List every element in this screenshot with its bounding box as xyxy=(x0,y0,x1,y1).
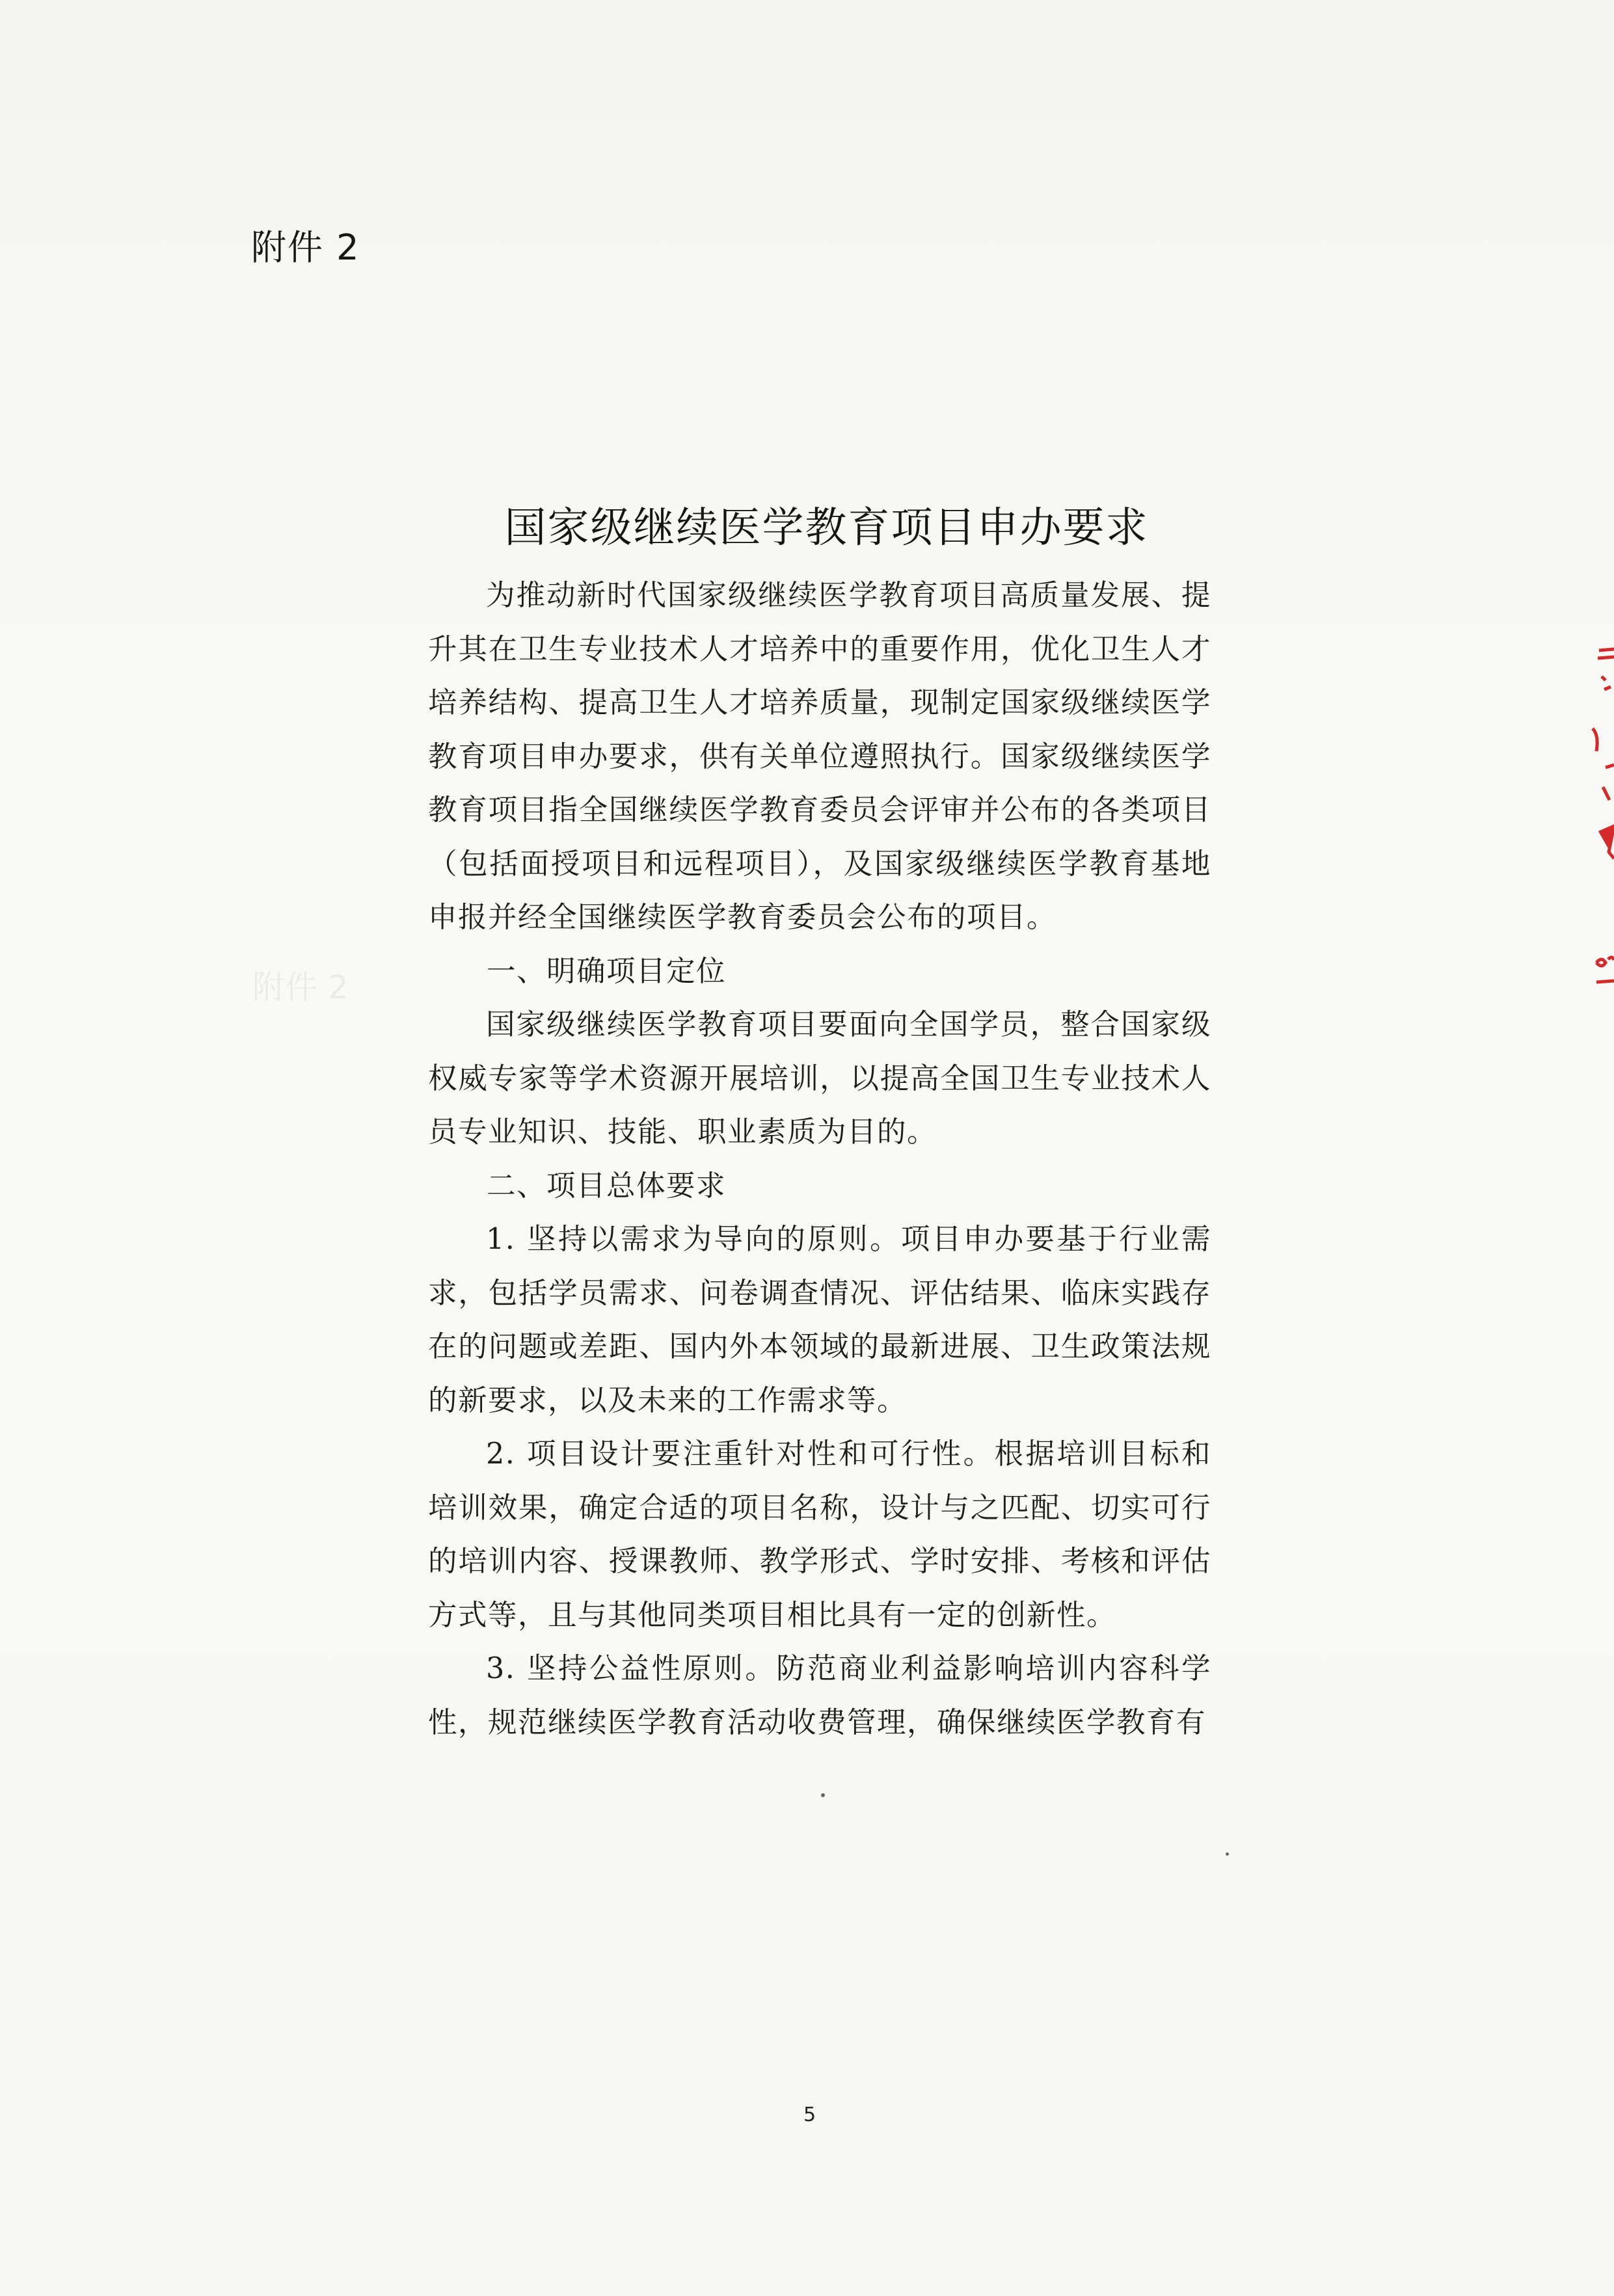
attachment-label: 附件 2 xyxy=(251,227,360,268)
requirement-item-3: 3. 坚持公益性原则。防范商业利益影响培训内容科学性，规范继续医学教育活动收费管理，确保继续医学教育有 xyxy=(428,1652,1211,1739)
seal-marks xyxy=(1593,649,1614,982)
section-1-paragraph: 国家级继续医学教育项目要面向全国学员，整合国家级权威专家等学术资源开展培训，以提高全国卫生专业技术人员专业知识、技能、职业素质为目的。 xyxy=(428,1008,1211,1149)
section-heading-2: 二、项目总体要求 xyxy=(487,1169,727,1203)
page-number: 5 xyxy=(803,2103,816,2126)
scan-speck xyxy=(1226,1852,1229,1856)
show-through-ghost-text: 附件 2 xyxy=(252,968,349,1006)
section-heading-1: 一、明确项目定位 xyxy=(487,954,727,988)
scan-speck xyxy=(821,1793,825,1797)
requirement-item-2: 2. 项目设计要注重针对性和可行性。根据培训目标和培训效果，确定合适的项目名称，设计与之匹配、切实可行的培训内容、授课教师、教学形式、学时安排、考核和评估方式等，且与其他同类项目相比具有一定的创新性。 xyxy=(428,1437,1211,1632)
intro-paragraph: 为推动新时代国家级继续医学教育项目高质量发展、提升其在卫生专业技术人才培养中的重要作用，优化卫生人才培养结构、提高卫生人才培养质量，现制定国家级继续医学教育项目申办要求，供有关单位遵照执行。国家级继续医学教育项目指全国继续医学教育委员会评审并公布的各类项目（包括面授项目和远程项目），及国家级继续医学教育基地申报并经全国继续医学教育委员会公布的项目。 xyxy=(428,579,1211,934)
document-title: 国家级继续医学教育项目申办要求 xyxy=(504,504,1149,552)
requirement-item-1: 1. 坚持以需求为导向的原则。项目申办要基于行业需求，包括学员需求、问卷调查情况、评估结果、临床实践存在的问题或差距、国内外本领域的最新进展、卫生政策法规的新要求，以及未来的工作需求等。 xyxy=(428,1223,1211,1417)
red-seal-fragment xyxy=(1573,637,1614,1002)
document-body xyxy=(428,569,1211,1750)
